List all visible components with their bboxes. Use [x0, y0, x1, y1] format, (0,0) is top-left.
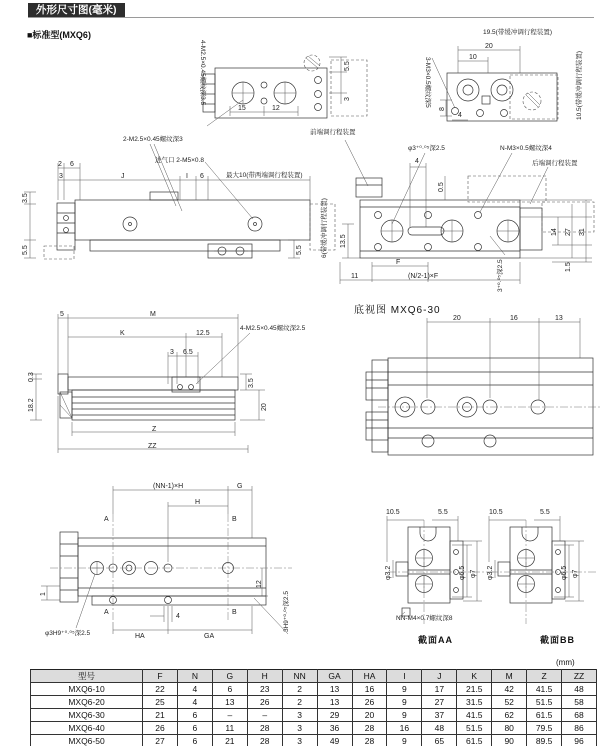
d4-dim-11: 11: [351, 273, 359, 280]
dim-cell: 37: [422, 709, 457, 722]
section-aa-title: 截面AA: [418, 635, 453, 645]
dim-cell: 11: [212, 722, 247, 735]
col-header-H: H: [247, 670, 282, 683]
d7-dim-1: 1: [40, 592, 47, 596]
dim-cell: 28: [352, 735, 387, 746]
d5-dim-3-5: 3.5: [248, 378, 255, 388]
d7-section-B-top: B: [232, 516, 237, 523]
table-header-row: [31, 670, 597, 683]
d4-n-thread-label: N-M3×0.5螺纹深4: [500, 145, 552, 152]
col-header-HA: HA: [352, 670, 387, 683]
dim-cell: 16: [352, 683, 387, 696]
d5-dim-5: 5: [60, 311, 64, 318]
aa-dim-10-5: 10.5: [386, 509, 400, 516]
dim-cell: 31.5: [457, 696, 492, 709]
dim-cell: 52: [492, 696, 527, 709]
d7-section-B-bottom: B: [232, 609, 237, 616]
dim-cell: 4: [177, 696, 212, 709]
dim-cell: 6: [212, 683, 247, 696]
d7-dim-4: 4: [176, 613, 180, 620]
dim-cell: 41.5: [457, 709, 492, 722]
d2-thread-label: 3-M3×0.5螺纹深5: [424, 57, 431, 108]
dim-cell: 61.5: [527, 709, 562, 722]
d2-dim-10: 10: [469, 54, 477, 61]
model-cell: MXQ6-40: [31, 722, 143, 735]
model-cell: MXQ6-20: [31, 696, 143, 709]
d3-dim-6b: 6: [200, 173, 204, 180]
d3-max-stroke-label: 最大10(带两端调行程装置): [226, 172, 303, 179]
d5-dim-20: 20: [261, 403, 268, 411]
d3-thread-label: 2-M2.5×0.45螺纹深3: [123, 136, 183, 143]
dim-cell: 13: [317, 683, 352, 696]
d7-dim-H: H: [195, 499, 201, 506]
d5-dim-ZZ: ZZ: [148, 443, 157, 450]
dim-cell: 41.5: [527, 683, 562, 696]
dim-cell: 20: [352, 709, 387, 722]
aa-dim-5-5: 5.5: [438, 509, 448, 516]
col-header-G: G: [212, 670, 247, 683]
d1-dim-12: 12: [272, 105, 280, 112]
bottom-view: [366, 318, 600, 455]
d3-dim-I: I: [186, 173, 188, 180]
d4-dim-13-5: 13.5: [340, 234, 347, 248]
d4-dim-4: 4: [415, 158, 419, 165]
col-header-N: N: [177, 670, 212, 683]
d4-hole-label: φ3⁺⁰·⁰⁵深2.5: [408, 145, 445, 152]
section-plane-view: [41, 486, 292, 634]
dim-cell: 17: [422, 683, 457, 696]
col-header-J: J: [422, 670, 457, 683]
bb-dim-10-5: 10.5: [489, 509, 503, 516]
dimension-table: [30, 669, 597, 746]
col-header-K: K: [457, 670, 492, 683]
dim-cell: 68: [562, 709, 597, 722]
dim-cell: 61.5: [457, 735, 492, 746]
series-subtitle: ■标准型(MXQ6): [27, 30, 91, 40]
dim-cell: 29: [317, 709, 352, 722]
aa-dia-6-5: φ6.5: [459, 565, 466, 580]
dim-cell: 21: [143, 709, 178, 722]
dim-cell: –: [247, 709, 282, 722]
aa-dia-3-2: φ3.2: [385, 565, 392, 580]
bb-dia-6-5: φ6.5: [561, 565, 568, 580]
dim-cell: 65: [422, 735, 457, 746]
d7-dim-NNH: (NN-1)×H: [153, 483, 184, 490]
d4-dim-14: 14: [551, 228, 558, 236]
d5-thread-label: 4-M2.5×0.45螺纹深2.5: [240, 325, 306, 332]
dim-cell: –: [212, 709, 247, 722]
d2-adjuster-width-label: 19.5(带缓冲调行程装置): [483, 29, 552, 36]
col-header-ZZ: ZZ: [562, 670, 597, 683]
table-row: [31, 709, 597, 722]
dim-cell: 13: [317, 696, 352, 709]
dim-cell: 36: [317, 722, 352, 735]
d5-dim-M: M: [150, 311, 156, 318]
dim-cell: 79.5: [527, 722, 562, 735]
d5-dim-6-5: 6.5: [183, 349, 193, 356]
col-header-F: F: [143, 670, 178, 683]
table-row: [31, 683, 597, 696]
dim-cell: 28: [247, 735, 282, 746]
dim-cell: 9: [387, 696, 422, 709]
section-aa: [387, 516, 496, 624]
d7-dim-GA: GA: [204, 633, 215, 640]
dim-cell: 89.5: [527, 735, 562, 746]
bb-dim-5-5: 5.5: [540, 509, 550, 516]
table-row: [31, 722, 597, 735]
dim-cell: 16: [387, 722, 422, 735]
d5-dim-0-3: 0.3: [28, 372, 35, 382]
model-cell: MXQ6-30: [31, 709, 143, 722]
aa-dia-7: φ7: [470, 569, 477, 578]
d7-dim-12: 12: [256, 580, 263, 588]
model-cell: MXQ6-50: [31, 735, 143, 746]
d5-dim-12-5: 12.5: [196, 330, 210, 337]
col-header-I: I: [387, 670, 422, 683]
d7-dim-G: G: [237, 483, 243, 490]
col-header-NN: NN: [282, 670, 317, 683]
d3-dim-3-5: 3.5: [22, 193, 29, 203]
dim-cell: 9: [387, 683, 422, 696]
dim-cell: 6: [177, 709, 212, 722]
dim-cell: 21: [212, 735, 247, 746]
d7-pin-hole-label-right: 3H9⁺⁰·⁰⁵深2.5: [283, 591, 290, 632]
dim-cell: 62: [492, 709, 527, 722]
d1-thread-label: 4-M2.5×0.45螺纹深3.5: [199, 40, 206, 106]
dim-cell: 26: [352, 696, 387, 709]
dim-cell: 3: [282, 735, 317, 746]
col-header-M: M: [492, 670, 527, 683]
d4-cushion-label: 6(带缓冲调行程装置): [321, 198, 328, 258]
dim-cell: 2: [282, 696, 317, 709]
top-right-plan-view: [432, 46, 558, 121]
dim-cell: 86: [562, 722, 597, 735]
dim-cell: 22: [143, 683, 178, 696]
d3-dim-2: 2: [58, 161, 62, 168]
bb-dia-7: φ7: [572, 569, 579, 578]
dim-cell: 25: [143, 696, 178, 709]
dim-cell: 28: [352, 722, 387, 735]
dim-cell: 21.5: [457, 683, 492, 696]
d4-dim-27: 27: [565, 228, 572, 236]
d5-dim-18-2: 18.2: [28, 398, 35, 412]
bb-dia-3-2: φ3.2: [487, 565, 494, 580]
d1-dim-5-5: 5.5: [344, 61, 351, 71]
dim-cell: 28: [247, 722, 282, 735]
dim-cell: 26: [247, 696, 282, 709]
dim-cell: 9: [387, 709, 422, 722]
dim-cell: 42: [492, 683, 527, 696]
d8-thread-label: NN-M4×0.7螺纹深8: [396, 615, 453, 622]
page-title: 外形尺寸图(毫米): [28, 3, 125, 18]
d2-dim-20: 20: [485, 43, 493, 50]
d2-dim-8: 8: [439, 107, 446, 111]
d4-dim-0-5: 0.5: [438, 182, 445, 192]
d3-dim-3: 3: [59, 173, 63, 180]
dim-cell: 6: [177, 722, 212, 735]
top-left-plan-view: [203, 55, 367, 126]
d6-dim-20: 20: [453, 315, 461, 322]
dim-cell: 27: [143, 735, 178, 746]
d3-dim-5-5b: 5.5: [296, 245, 303, 255]
section-bb: [489, 516, 598, 624]
dim-cell: 26: [143, 722, 178, 735]
d6-dim-16: 16: [510, 315, 518, 322]
d3-port-label: 进气口 2-M5×0.8: [155, 157, 204, 164]
d7-section-A-bottom: A: [104, 609, 109, 616]
d7-pin-hole-label: φ3H9⁺⁰·⁰⁵深2.5: [45, 630, 91, 637]
side-elevation-view: [30, 314, 265, 453]
col-header-GA: GA: [317, 670, 352, 683]
dim-cell: 51.5: [527, 696, 562, 709]
d3-dim-5-5a: 5.5: [22, 245, 29, 255]
d7-section-A-top: A: [104, 516, 109, 523]
d5-dim-Z: Z: [152, 426, 157, 433]
d2-adjuster-label: 10.5(带缓冲调行程装置): [576, 51, 583, 120]
d5-dim-K: K: [120, 330, 125, 337]
table-row: [31, 696, 597, 709]
dim-cell: 51.5: [457, 722, 492, 735]
dim-cell: 9: [387, 735, 422, 746]
d4-rear-adjuster-label: 后端调行程装置: [532, 160, 578, 167]
dim-cell: 49: [317, 735, 352, 746]
table-unit-label: (mm): [556, 658, 575, 667]
dim-cell: 27: [422, 696, 457, 709]
dim-cell: 96: [562, 735, 597, 746]
d1-dim-15: 15: [238, 105, 246, 112]
dim-cell: 3: [282, 709, 317, 722]
dim-cell: 48: [422, 722, 457, 735]
table-row: [31, 735, 597, 746]
dim-cell: 4: [177, 683, 212, 696]
dim-cell: 58: [562, 696, 597, 709]
col-header-Z: Z: [527, 670, 562, 683]
d4-dim-1-5: 1.5: [565, 262, 572, 272]
d2-dim-4: 4: [458, 112, 462, 119]
d4-pin-hole-label: 3⁺⁰·⁰⁵深2.5: [497, 259, 504, 292]
d3-dim-6a: 6: [70, 161, 74, 168]
dim-cell: 6: [177, 735, 212, 746]
d5-dim-3: 3: [170, 349, 174, 356]
d6-dim-13: 13: [555, 315, 563, 322]
col-header-model: 型号: [31, 670, 143, 683]
d7-dim-HA: HA: [135, 633, 145, 640]
d4-dim-NF: (N/2-1)×F: [408, 273, 439, 280]
dim-cell: 2: [282, 683, 317, 696]
model-cell: MXQ6-10: [31, 683, 143, 696]
d3-dim-J: J: [121, 173, 125, 180]
table-body: [31, 683, 597, 746]
bottom-view-title: 底视图 MXQ6-30: [354, 305, 441, 316]
d4-dim-F: F: [396, 259, 401, 266]
section-bb-title: 截面BB: [540, 635, 575, 645]
d4-front-adjuster-label: 前端调行程装置: [310, 129, 356, 136]
dim-cell: 80: [492, 722, 527, 735]
dim-cell: 13: [212, 696, 247, 709]
dim-cell: 48: [562, 683, 597, 696]
dim-cell: 90: [492, 735, 527, 746]
dim-cell: 23: [247, 683, 282, 696]
dim-cell: 3: [282, 722, 317, 735]
d4-dim-31: 31: [579, 228, 586, 236]
d1-dim-3: 3: [344, 97, 351, 101]
